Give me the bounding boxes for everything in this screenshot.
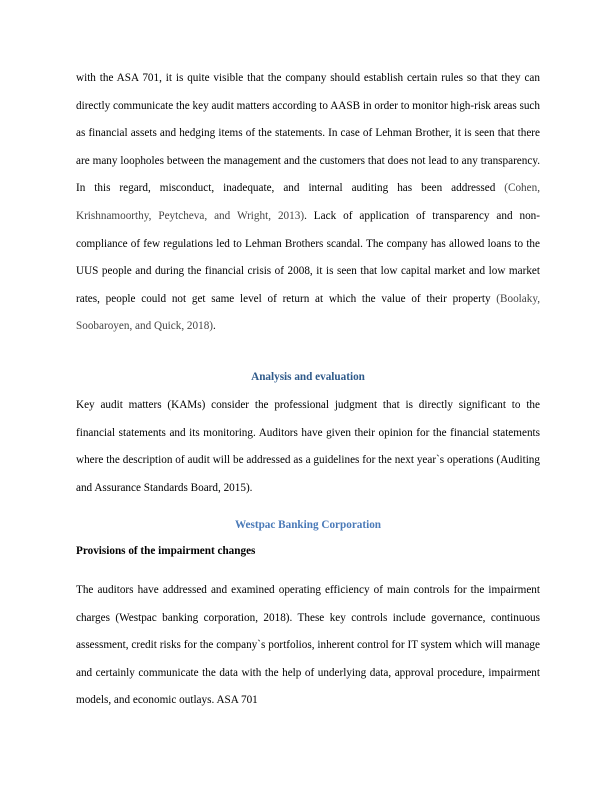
paragraph-text: . Lack of application of transparency and non- compliance of few regulations led to Lehman Brothers scandal. The company has allowed loans to the UUS people and during the financial crisis of 2008, it is seen that low capital market and low market rates, people could not get same level of return at which the value of their property (76, 209, 541, 305)
heading-westpac: Westpac Banking Corporation (234, 519, 382, 531)
body-paragraph-lehman (76, 65, 540, 341)
paragraph-text: . (213, 320, 216, 333)
body-paragraph-impairment: The auditors have addressed and examined operating efficiency of main controls for the impairment charges (Westpac banking corporation, 2018). These key controls include governance, continuous assessment, credit risks for the company`s portfolios, inherent control for IT system which will manage and certainly communicate the data with the help of underlying data, approval procedure, impairment models, and economic outlays. ASA 701 (76, 584, 540, 707)
heading-analysis-and-evaluation: Analysis and evaluation (251, 371, 365, 383)
body-paragraph-kams: Key audit matters (KAMs) consider the professional judgment that is directly significant to the financial statements and its monitoring. Auditors have given their opinion for the financial statements where the description of audit will be addressed as a guidelines for the next year`s operations (Auditing and Assurance Standards Board, 2015). (76, 399, 540, 494)
citation-boolaky: (Boolaky, Soobaroyen, and Quick, 2018) (76, 292, 540, 333)
heading-provisions: Provisions of the impairment changes (76, 545, 256, 557)
citation-cohen: (Cohen, Krishnamoorthy, Peytcheva, and Wright, 2013) (76, 182, 540, 222)
paragraph-text: with the ASA 701, it is quite visible that the company should establish certain rules so that they can directly communicate the key audit matters according to AASB in order to monitor high-risk areas such as financial assets and hedging items of the statements. In case of Lehman Brother, it is seen that there are many loopholes between the management and the customers that does not lead to any transparency. In this regard, misconduct, inadequate, and internal auditing has been addressed (76, 72, 540, 195)
